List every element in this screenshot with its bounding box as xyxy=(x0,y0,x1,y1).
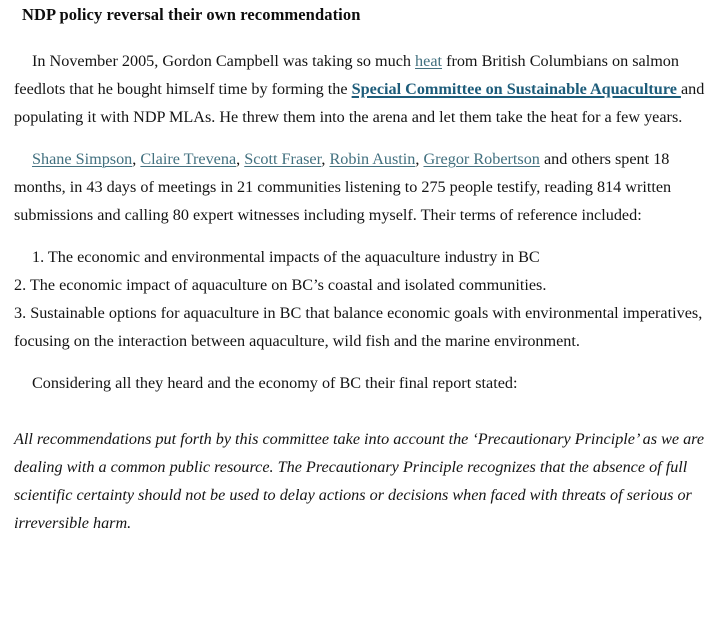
terms-of-reference-item-1: 1. The economic and environmental impacts of the aquaculture industry in BC xyxy=(32,248,540,266)
terms-of-reference-list xyxy=(14,243,710,355)
paragraph-final-report-lead-in: Considering all they heard and the economy of BC their final report stated: xyxy=(32,374,518,392)
link-gregor-robertson[interactable]: Gregor Robertson xyxy=(423,150,540,168)
terms-of-reference-item-2: 2. The economic impact of aquaculture on BC’s coastal and isolated communities. xyxy=(14,276,547,294)
spacer-after-title xyxy=(14,25,710,47)
paragraph-committee-members-text: and others spent 18 months, in 43 days of meetings in 21 communities listening to 275 people testify, reading 814 written submissions and calling 80 expert witnesses including myself. Their terms of reference included: xyxy=(14,150,672,224)
names-separator-1: , xyxy=(132,150,141,168)
paragraph-intro-text-c: and populating it with NDP MLAs. He threw them into the arena and let them take the heat for a few years. xyxy=(14,80,705,126)
spacer-after-members xyxy=(14,229,710,243)
paragraph-intro-text-b: from British Columbians on salmon feedlots that he bought himself time by forming the xyxy=(14,52,679,98)
link-heat[interactable]: heat xyxy=(415,52,443,70)
paragraph-intro-text-a: In November 2005, Gordon Campbell was taking so much xyxy=(32,52,416,70)
paragraph-committee-members xyxy=(14,145,710,229)
page-title: NDP policy reversal their own recommendation xyxy=(22,5,361,24)
link-special-committee-on-sustainable-aquaculture[interactable]: Special Committee on Sustainable Aquaculture xyxy=(351,80,681,98)
blockquote-precautionary-principle: All recommendations put forth by this committee take into account the ‘Precautionary Principle’ as we are dealing with a common public resource. The Precautionary Principle recognizes that the absence of full scientific certainty should not be used to delay actions or decisions when faced with threats of serious or irreversible harm. xyxy=(14,430,705,532)
link-claire-trevena[interactable]: Claire Trevena xyxy=(140,150,237,168)
spacer-before-quote xyxy=(14,397,710,425)
names-separator-4: , xyxy=(415,150,424,168)
spacer-after-intro xyxy=(14,131,710,145)
paragraph-intro xyxy=(14,47,710,131)
names-separator-2: , xyxy=(236,150,245,168)
link-scott-fraser[interactable]: Scott Fraser xyxy=(244,150,322,168)
terms-of-reference-item-3: 3. Sustainable options for aquaculture in BC that balance economic goals with environmental imperatives, focusing on the interaction between aquaculture, wild fish and the marine environment. xyxy=(14,304,703,350)
names-separator-3: , xyxy=(321,150,330,168)
link-robin-austin[interactable]: Robin Austin xyxy=(329,150,416,168)
link-shane-simpson[interactable]: Shane Simpson xyxy=(32,150,133,168)
spacer-after-list xyxy=(14,355,710,369)
